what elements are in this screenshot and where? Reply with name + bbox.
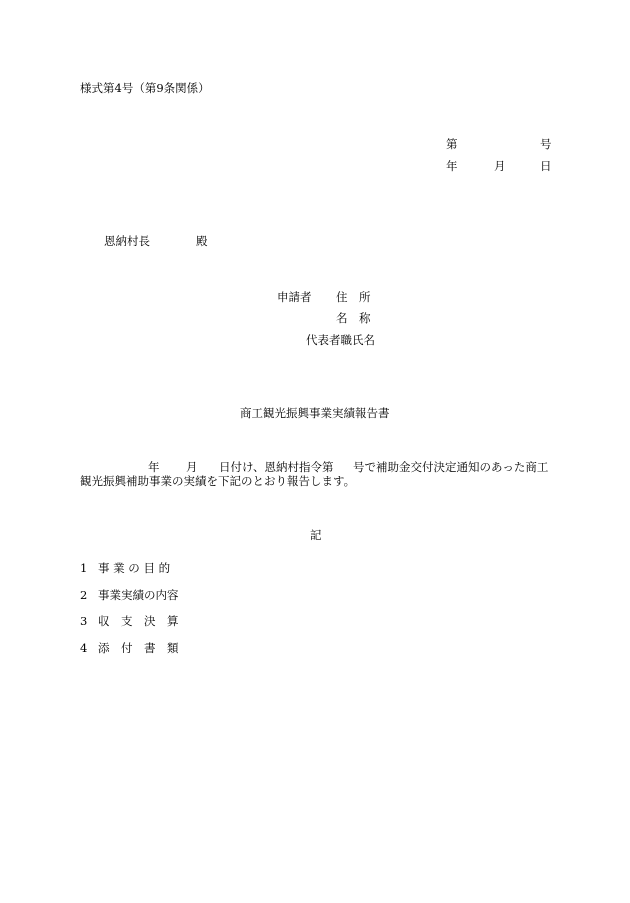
form-label: 様式第4号（第9条関係） [80, 81, 210, 95]
list-item-label: 事 業 の 目 的 [98, 561, 171, 575]
applicant-label: 申請者 [277, 290, 312, 304]
list-item-number: 3 [80, 614, 88, 628]
list-item-number: 2 [80, 588, 88, 602]
body-year: 年 [148, 460, 160, 474]
date-day: 日 [540, 159, 552, 173]
body-day-text: 日付け、恩納村指令第 [219, 460, 334, 474]
address-label: 住 所 [336, 290, 371, 304]
body-line1-rest: 号で補助金交付決定通知のあった商工 [353, 460, 549, 474]
body-month: 月 [186, 460, 198, 474]
body-line2: 観光振興補助事業の実績を下記のとおり報告します。 [80, 474, 356, 488]
list-item [80, 588, 179, 602]
list-item-label: 添 付 書 類 [98, 641, 179, 655]
addressee-name: 恩納村長 [104, 234, 150, 248]
list-item-number: 4 [80, 641, 88, 655]
name-label: 名 称 [336, 311, 371, 325]
addressee-honorific: 殿 [196, 234, 208, 248]
list-item-label: 事業実績の内容 [98, 588, 179, 602]
list-item-number: 1 [80, 561, 88, 575]
doc-number-prefix: 第 [446, 137, 458, 151]
document-title: 商工観光振興事業実績報告書 [240, 406, 390, 420]
list-item [80, 561, 170, 575]
date-month: 月 [494, 159, 506, 173]
representative-label: 代表者職氏名 [306, 333, 375, 347]
date-year: 年 [446, 159, 458, 173]
list-item-label: 収 支 決 算 [98, 614, 179, 628]
ki-heading: 記 [310, 528, 322, 542]
list-item [80, 641, 179, 655]
doc-number-suffix: 号 [540, 137, 552, 151]
list-item [80, 614, 179, 628]
